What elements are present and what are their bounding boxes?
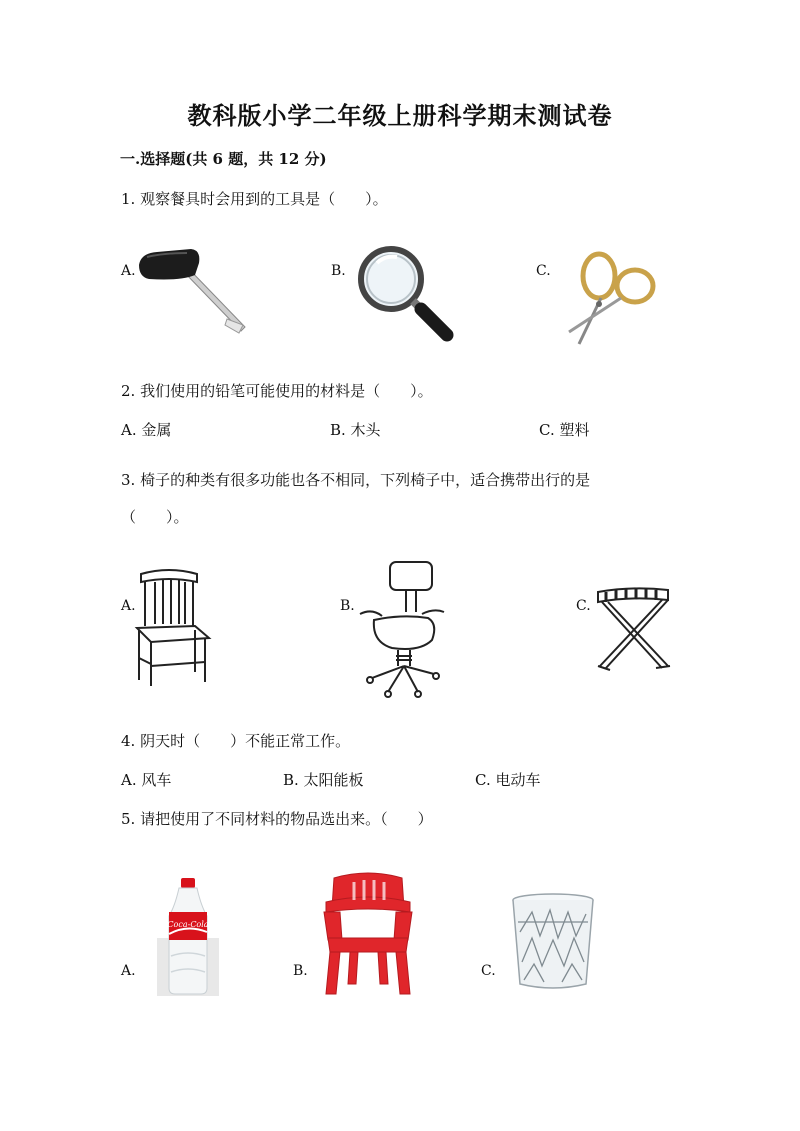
folding-stool-icon (594, 584, 672, 674)
plastic-bottle-icon (157, 876, 219, 996)
page-title: 教科版小学二年级上册科学期末测试卷 (187, 101, 613, 130)
scissors-icon (555, 248, 660, 348)
q5-option-c-label: C. (481, 963, 496, 979)
coca-cola-logo-text: Coca-Cola (167, 920, 209, 929)
question-5-text: 5. 请把使用了不同材料的物品选出来。（ ） (121, 810, 433, 828)
q3-option-c-label: C. (576, 598, 591, 614)
question-1-text: 1. 观察餐具时会用到的工具是（ ）。 (121, 190, 388, 208)
q4-option-c: C. 电动车 (475, 771, 541, 789)
q3-option-b-label: B. (340, 598, 355, 614)
q2-option-b: B. 木头 (330, 421, 381, 439)
wooden-chair-icon (133, 568, 213, 690)
office-chair-icon (358, 560, 448, 698)
q4-option-b: B. 太阳能板 (283, 771, 364, 789)
glass-cup-icon (510, 892, 596, 992)
q5-option-a-label: A. (121, 963, 136, 979)
plastic-chair-icon (320, 872, 416, 996)
section-heading: 一.选择题(共 6 题，共 12 分) (120, 150, 327, 168)
q2-option-a: A. 金属 (121, 421, 172, 439)
q1-option-b-label: B. (331, 263, 346, 279)
q2-option-c: C. 塑料 (539, 421, 590, 439)
question-4-text: 4. 阴天时（ ）不能正常工作。 (121, 732, 351, 750)
q1-option-c-label: C. (536, 263, 551, 279)
magnifying-glass-icon (355, 243, 455, 343)
hammer-icon (135, 245, 255, 335)
question-3-text-line1: 3. 椅子的种类有很多功能也各不相同，下列椅子中，适合携带出行的是 (121, 471, 591, 489)
q5-option-b-label: B. (293, 963, 308, 979)
q3-option-a-label: A. (121, 598, 136, 614)
q4-option-a: A. 风车 (121, 771, 172, 789)
question-2-text: 2. 我们使用的铅笔可能使用的材料是（ ）。 (121, 382, 433, 400)
question-3-text-line2: （ ）。 (121, 508, 189, 526)
q1-option-a-label: A. (121, 263, 136, 279)
